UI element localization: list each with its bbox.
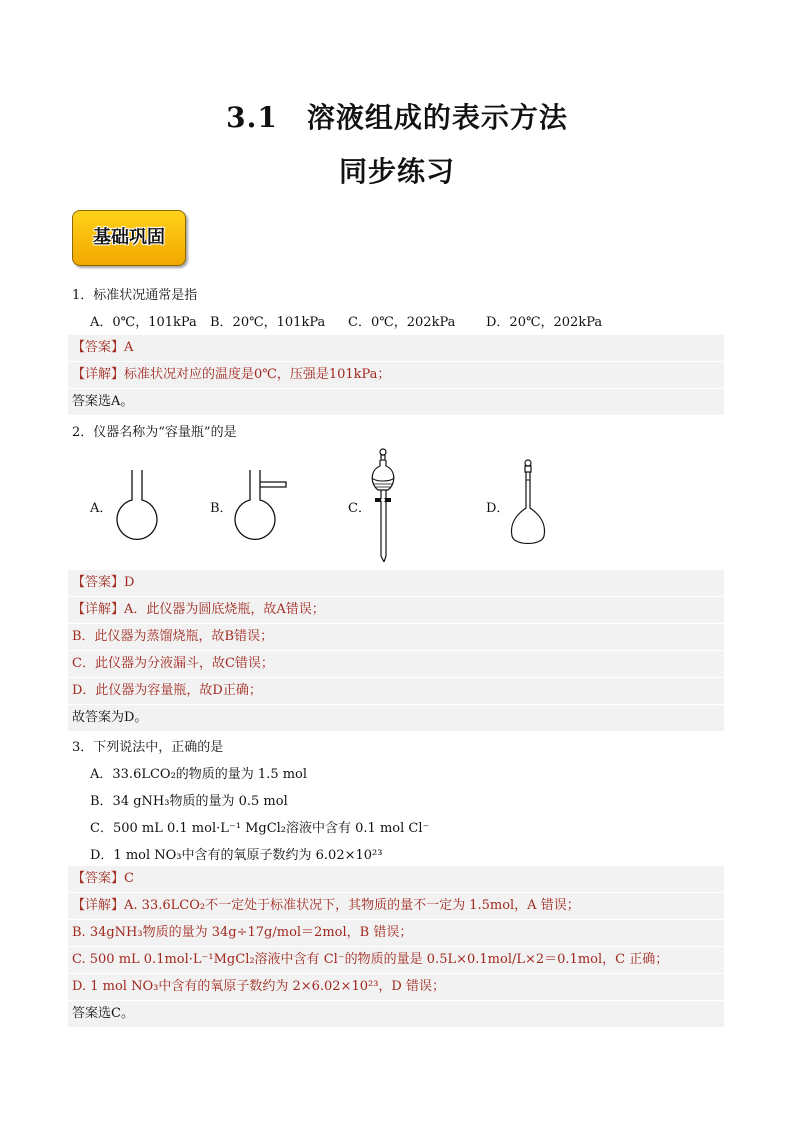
q3-option-d: D．1 mol NO₃中含有的氧原子数约为 6.02×10²³: [90, 848, 383, 863]
q3-detail-row-1: [68, 893, 724, 919]
q1-detail: 标准状况对应的温度是0℃，压强是101kPa；: [124, 367, 391, 382]
q2-detail-line-2: B．此仪器为蒸馏烧瓶，故B错误；: [72, 629, 274, 644]
q1-option-b: B．20℃，101kPa: [210, 315, 326, 330]
q2-stem: 2．仪器名称为“容量瓶”的是: [72, 425, 237, 440]
q3-conclusion: 答案选C。: [72, 1006, 134, 1021]
q2-detail-row-4: [68, 678, 724, 704]
q1-detail-label: 【详解】: [72, 367, 125, 382]
q3-answer-label: 【答案】: [72, 871, 125, 886]
q3-answer-row: [68, 866, 724, 892]
q3-detail-line-4: D. 1 mol NO₃中含有的氧原子数约为 2×6.02×10²³，D 错误；: [72, 979, 445, 994]
q3-detail-row-2: [68, 920, 724, 946]
q2-detail-line-3: C．此仪器为分液漏斗，故C错误；: [72, 656, 274, 671]
q2-conclusion-row: [68, 705, 724, 731]
q1-option-c: C．0℃，202kPa: [348, 315, 456, 330]
q2-answer: D: [124, 575, 135, 590]
q2-detail-line-4: D．此仪器为容量瓶，故D正确；: [72, 683, 262, 698]
q1-conclusion: 答案选A。: [72, 394, 134, 409]
q2-answer-label: 【答案】: [72, 575, 125, 590]
q1-answer-row: [68, 335, 724, 361]
q3-detail-row-4: [68, 974, 724, 1000]
q2-detail-line-1: A．此仪器为圆底烧瓶，故A错误；: [124, 602, 325, 617]
q1-option-a: A．0℃，101kPa: [90, 315, 197, 330]
q3-answer: C: [124, 871, 134, 886]
q3-option-b: B．34 gNH₃物质的量为 0.5 mol: [90, 794, 288, 809]
q2-detail-label: 【详解】: [72, 602, 125, 617]
q1-stem: 1．标准状况通常是指: [72, 288, 198, 303]
q3-detail-line-1: A. 33.6LCO₂不一定处于标准状况下，其物质的量不一定为 1.5mol，A 错误；: [124, 898, 580, 913]
q2-detail-row-3: [68, 651, 724, 677]
round-bottom-flask-icon: [112, 464, 162, 540]
q3-conclusion-row: [68, 1001, 724, 1027]
distilling-flask-icon: [230, 464, 290, 540]
q2-conclusion: 故答案为D。: [72, 710, 148, 725]
section-badge-label: 基础巩固: [93, 227, 165, 248]
page-title: 3.1 溶液组成的表示方法: [226, 101, 568, 134]
q2-detail-row-2: [68, 624, 724, 650]
q2-option-b-label: B．: [210, 501, 233, 516]
volumetric-flask-icon: [508, 458, 552, 550]
separatory-funnel-icon: [366, 444, 406, 562]
q1-detail-row: [68, 362, 724, 388]
q3-detail-label: 【详解】: [72, 898, 125, 913]
q1-option-d: D．20℃，202kPa: [486, 315, 603, 330]
section-badge: [72, 210, 186, 266]
q1-answer-label: 【答案】: [72, 340, 125, 355]
q1-answer: A: [124, 340, 134, 355]
q3-option-a: A．33.6LCO₂的物质的量为 1.5 mol: [90, 767, 308, 782]
q2-answer-row: [68, 570, 724, 596]
page-subtitle: 同步练习: [338, 155, 455, 188]
q2-option-c-label: C．: [348, 501, 371, 516]
q2-option-a-label: A．: [90, 501, 113, 516]
q3-detail-row-3: [68, 947, 724, 973]
q3-detail-line-2: B. 34gNH₃物质的量为 34g÷17g/mol＝2mol，B 错误；: [72, 925, 413, 940]
q3-detail-line-3: C. 500 mL 0.1mol·L⁻¹MgCl₂溶液中含有 Cl⁻的物质的量是 0.5L×0.1mol/L×2＝0.1mol，C 正确；: [72, 952, 669, 967]
q1-conclusion-row: [68, 389, 724, 415]
q3-stem: 3．下列说法中，正确的是: [72, 740, 224, 755]
q3-option-c: C．500 mL 0.1 mol·L⁻¹ MgCl₂溶液中含有 0.1 mol Cl⁻: [90, 821, 430, 836]
q2-detail-row-1: [68, 597, 724, 623]
q2-option-d-label: D．: [486, 501, 510, 516]
